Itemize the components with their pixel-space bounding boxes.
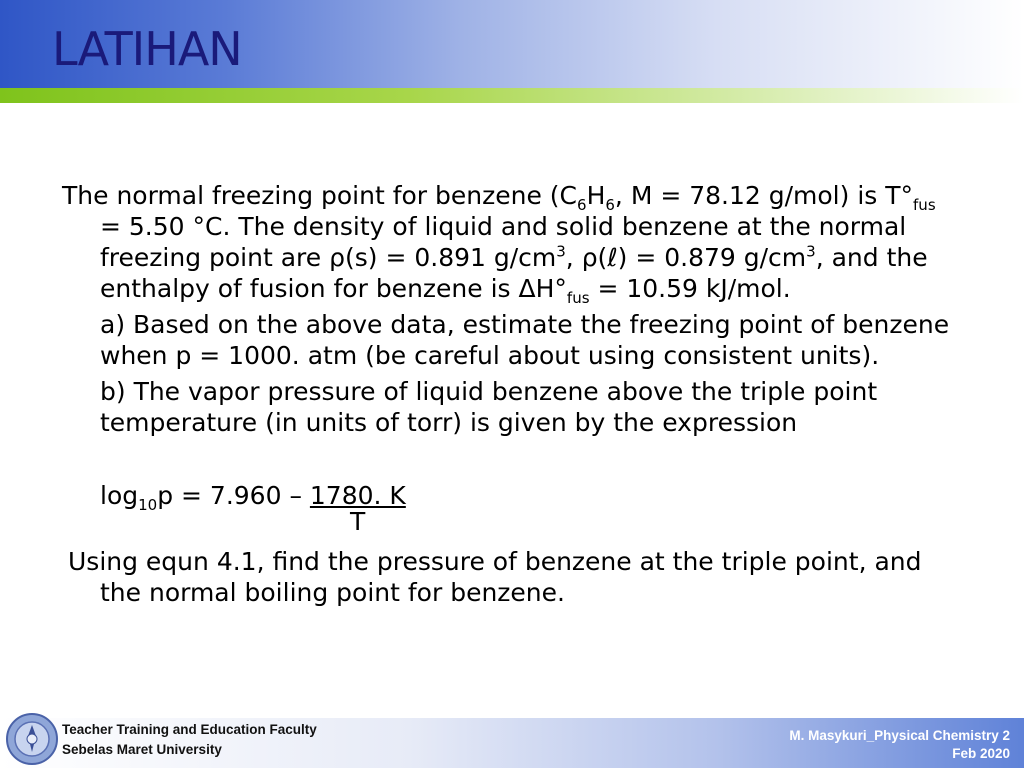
author-course: M. Masykuri_Physical Chemistry 2 <box>789 728 1010 743</box>
university-seal-icon <box>5 712 59 766</box>
fraction-denominator: T <box>350 507 366 536</box>
footer-institution <box>62 720 317 760</box>
final-question: Using equn 4.1, find the pressure of benzene at the triple point, and the normal boiling point for benzene. <box>68 547 922 607</box>
footer-date: Feb 2020 <box>952 746 1010 761</box>
fraction-numerator: 1780. K <box>309 481 406 510</box>
question-part-a: a) Based on the above data, estimate the freezing point of benzene when p = 1000. atm (be careful about using consistent units). <box>100 310 950 370</box>
question-part-b: b) The vapor pressure of liquid benzene above the triple point temperature (in units of torr) is given by the expression <box>100 377 878 437</box>
institution-university: Sebelas Maret University <box>62 742 222 757</box>
vapor-pressure-equation: $\log_{10}p = 7.960 - 1780$. K T <box>100 481 406 536</box>
footer-credit <box>789 727 1010 763</box>
slide-title: LATIHAN <box>52 22 242 76</box>
problem-statement: The normal freezing point for benzene ($C_6H_6$, M = 78.12 g/mol) is $T^\circ_{fus} = 5.50$ °C. The density of liquid and solid benzene at the normal freezing point are ρ(s) = 0.891 $g/cm^3$, ρ(ℓ) = 0.879 $g/cm^3$, and the enthalpy of fusion for benzene is $\Delta H^\circ_{fus} = 10.59$ kJ/mol. <box>62 181 936 307</box>
institution-faculty: Teacher Training and Education Faculty <box>62 722 317 737</box>
accent-divider <box>0 88 1024 103</box>
slide-body <box>62 180 962 633</box>
